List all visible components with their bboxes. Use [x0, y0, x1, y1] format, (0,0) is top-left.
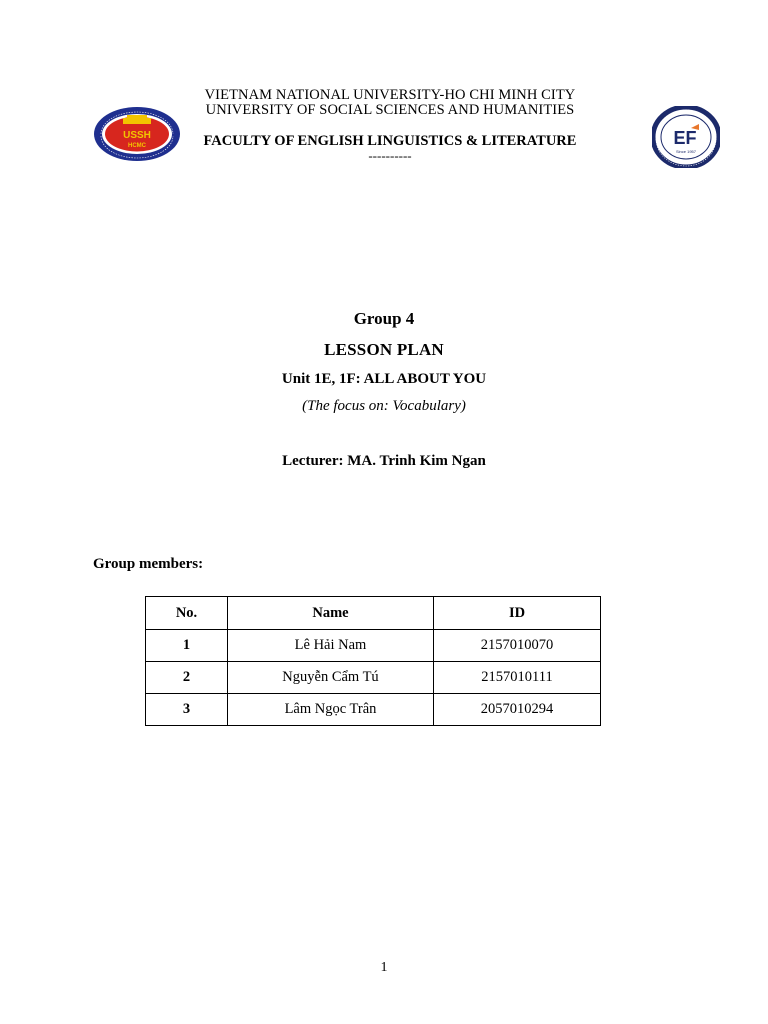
table-row — [146, 662, 601, 694]
members-table — [145, 596, 601, 726]
row-id: 2057010294 — [434, 694, 601, 726]
faculty-logo — [652, 106, 720, 168]
table-header-row — [146, 597, 601, 630]
header-name: Name — [228, 597, 434, 630]
row-name: Lâm Ngọc Trân — [228, 694, 434, 726]
header-id: ID — [434, 597, 601, 630]
ussh-logo-text: USSH — [123, 130, 151, 141]
table-row — [146, 630, 601, 662]
faculty-logo-letters: EF — [673, 128, 697, 148]
row-no: 3 — [146, 694, 228, 726]
group-members-label: Group members: — [93, 556, 204, 572]
unit-title: Unit 1E, 1F: ALL ABOUT YOU — [281, 371, 487, 387]
lesson-plan-title: LESSON PLAN — [324, 340, 444, 359]
row-no: 1 — [146, 630, 228, 662]
page-number: 1 — [380, 960, 388, 975]
header-no: No. — [146, 597, 228, 630]
school-name: UNIVERSITY OF SOCIAL SCIENCES AND HUMANITIES — [205, 102, 575, 118]
row-id: 2157010111 — [434, 662, 601, 694]
faculty-name: FACULTY OF ENGLISH LINGUISTICS & LITERATURE — [203, 133, 577, 149]
focus-subtitle: (The focus on: Vocabulary) — [302, 398, 466, 414]
group-title: Group 4 — [353, 309, 415, 328]
faculty-logo-since: Since 1957 — [675, 149, 697, 154]
row-name: Nguyễn Cẩm Tú — [228, 662, 434, 694]
header-divider: ---------- — [368, 148, 412, 163]
row-id: 2157010070 — [434, 630, 601, 662]
table-row — [146, 694, 601, 726]
lecturer-line: Lecturer: MA. Trinh Kim Ngan — [282, 453, 486, 469]
university-name: VIETNAM NATIONAL UNIVERSITY-HO CHI MINH CITY — [204, 87, 576, 103]
ussh-logo-subtext: HCMC — [128, 143, 146, 149]
row-no: 2 — [146, 662, 228, 694]
row-name: Lê Hải Nam — [228, 630, 434, 662]
